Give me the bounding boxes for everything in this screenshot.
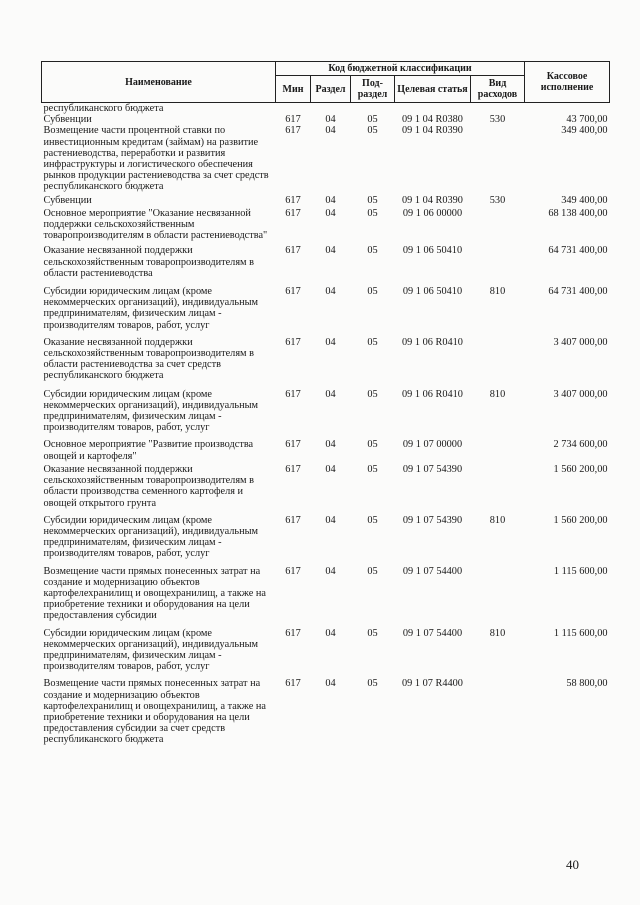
cell-amount: 64 731 400,00 — [548, 286, 608, 298]
table-row — [42, 125, 610, 194]
cell-subsection: 05 — [367, 286, 378, 298]
cell-amount: 2 734 600,00 — [553, 439, 608, 451]
cell-target: 09 1 04 R0390 — [402, 125, 463, 137]
cell-subsection: 05 — [367, 245, 378, 257]
cell-amount: 1 115 600,00 — [553, 627, 608, 639]
cell-amount — [525, 103, 610, 115]
cell-name: республиканского бюджета — [43, 103, 164, 114]
cell-expense-type: 810 — [489, 286, 506, 298]
header-cash: Кассовое исполнение — [525, 62, 610, 103]
cell-ministry: 617 — [285, 565, 301, 577]
cell-target: 09 1 06 00000 — [402, 207, 463, 219]
cell-target: 09 1 07 54400 — [402, 565, 463, 577]
cell-ministry: 617 — [285, 678, 301, 690]
cell-expense-type — [471, 678, 525, 745]
budget-execution-table — [41, 61, 610, 746]
cell-section: 04 — [325, 245, 336, 257]
cell-amount: 3 407 000,00 — [553, 388, 608, 400]
cell-ministry: 617 — [285, 245, 301, 257]
cell-subsection: 05 — [367, 194, 378, 206]
cell-amount: 3 407 000,00 — [553, 336, 608, 348]
cell-section — [311, 103, 351, 115]
cell-ministry: 617 — [285, 463, 301, 475]
cell-ministry: 617 — [285, 194, 301, 206]
cell-ministry: 617 — [285, 388, 301, 400]
cell-expense-type — [471, 566, 525, 628]
cell-expense-type — [471, 245, 525, 286]
table-row — [42, 515, 610, 566]
table-row — [42, 628, 610, 679]
cell-name: Возмещение части процентной ставки по инвестиционным кредитам (займам) на развитие растениеводства, переработки и развития инфраструктуры и логистического обеспечения рынков продукции растениеводства за счет средств республиканского бюджета — [43, 125, 269, 193]
cell-section: 04 — [325, 125, 336, 137]
cell-section: 04 — [325, 207, 336, 219]
cell-subsection: 05 — [367, 627, 378, 639]
cell-section: 04 — [325, 336, 336, 348]
cell-name: Оказание несвязанной поддержки сельскохозяйственным товаропроизводителям в области растениеводства за счет средств республиканского бюджета — [43, 336, 255, 382]
cell-amount: 349 400,00 — [561, 125, 608, 137]
cell-amount: 349 400,00 — [561, 194, 608, 206]
cell-ministry: 617 — [285, 627, 301, 639]
cell-amount: 43 700,00 — [566, 114, 608, 126]
cell-ministry: 617 — [285, 336, 301, 348]
cell-ministry: 617 — [285, 514, 301, 526]
cell-subsection: 05 — [367, 388, 378, 400]
cell-target: 09 1 04 R0390 — [402, 194, 463, 206]
cell-section: 04 — [325, 194, 336, 206]
cell-target: 09 1 07 54400 — [402, 627, 463, 639]
cell-target — [395, 103, 471, 115]
cell-name: Субсидии юридическим лицам (кроме некоммерческих организаций), индивидуальным предпринимателям, физическим лицам - производителям товаров, работ, услуг — [43, 286, 259, 331]
cell-expense-type — [471, 439, 525, 463]
cell-name: Основное мероприятие "Развитие производства овощей и картофеля" — [43, 439, 254, 462]
cell-subsection: 05 — [367, 678, 378, 690]
cell-subsection: 05 — [367, 336, 378, 348]
header-ministry: Мин — [276, 76, 311, 103]
cell-target: 09 1 07 R4400 — [402, 678, 463, 690]
cell-section: 04 — [325, 388, 336, 400]
table-row — [42, 566, 610, 628]
cell-section: 04 — [325, 627, 336, 639]
header-subsection: Под-раздел — [351, 76, 395, 103]
cell-name: Оказание несвязанной поддержки сельскохозяйственным товаропроизводителям в области растениеводства — [43, 245, 255, 279]
cell-subsection: 05 — [367, 125, 378, 137]
header-name: Наименование — [42, 62, 276, 103]
cell-amount: 68 138 400,00 — [548, 207, 608, 219]
table-row — [42, 286, 610, 337]
cell-target: 09 1 06 50410 — [402, 245, 463, 257]
cell-name: Субсидии юридическим лицам (кроме некоммерческих организаций), индивидуальным предпринимателям, физическим лицам - производителям товаров, работ, услуг — [43, 514, 259, 560]
table-row — [42, 389, 610, 440]
cell-name: Субвенции — [43, 194, 92, 206]
cell-subsection: 05 — [367, 207, 378, 219]
cell-ministry: 617 — [285, 439, 301, 451]
table-row — [42, 195, 610, 208]
cell-subsection: 05 — [367, 565, 378, 577]
cell-name: Субвенции — [43, 114, 92, 126]
table-row — [42, 245, 610, 286]
cell-amount: 1 560 200,00 — [553, 514, 608, 526]
table-row — [42, 439, 610, 463]
cell-expense-type — [471, 208, 525, 246]
cell-ministry: 617 — [285, 207, 301, 219]
cell-subsection: 05 — [367, 439, 378, 451]
cell-amount: 1 560 200,00 — [553, 463, 608, 475]
cell-amount: 64 731 400,00 — [548, 245, 608, 257]
cell-name: Субсидии юридическим лицам (кроме некоммерческих организаций), индивидуальным предпринимателям, физическим лицам - производителям товаров, работ, услуг — [43, 627, 259, 673]
cell-subsection: 05 — [367, 514, 378, 526]
header-code-group: Код бюджетной классификации — [276, 62, 525, 76]
cell-ministry: 617 — [285, 286, 301, 298]
cell-ministry: 617 — [285, 125, 301, 137]
cell-amount: 1 115 600,00 — [553, 565, 608, 577]
table-row — [42, 103, 610, 115]
header-expense-type: Вид расходов — [471, 76, 525, 103]
cell-expense-type — [471, 464, 525, 515]
table-row — [42, 678, 610, 745]
table-row — [42, 464, 610, 515]
cell-target: 09 1 06 R0410 — [402, 336, 463, 348]
cell-name: Оказание несвязанной поддержки сельскохозяйственным товаропроизводителям в области производства семенного картофеля и овощей открытого грунта — [43, 463, 255, 509]
cell-subsection: 05 — [367, 463, 378, 475]
cell-name: Возмещение части прямых понесенных затрат на создание и модернизацию объектов картофелехранилищ и овощехранилищ, а также на приобретение техники и оборудования на цели предоставления субсидии за счет средств республиканского бюджета — [43, 678, 266, 746]
cell-expense-type: 810 — [489, 627, 506, 639]
header-section: Раздел — [311, 76, 351, 103]
cell-name: Возмещение части прямых понесенных затрат на создание и модернизацию объектов картофелехранилищ и овощехранилищ, а также на приобретение техники и оборудования на цели предоставления субсидии — [43, 565, 266, 622]
cell-target: 09 1 07 00000 — [402, 439, 463, 451]
page-number: 40 — [566, 857, 579, 872]
cell-name: Основное мероприятие "Оказание несвязанной поддержки сельскохозяйственным товаропроизводителям в области растениеводства" — [43, 207, 268, 242]
cell-target: 09 1 04 R0380 — [402, 114, 463, 126]
cell-expense-type: 810 — [489, 388, 506, 400]
table-row — [42, 114, 610, 125]
cell-section: 04 — [325, 286, 336, 298]
cell-expense-type — [471, 337, 525, 389]
cell-expense-type: 530 — [489, 194, 506, 206]
cell-target: 09 1 06 50410 — [402, 286, 463, 298]
cell-section: 04 — [325, 463, 336, 475]
cell-expense-type — [471, 125, 525, 194]
cell-expense-type: 530 — [489, 114, 506, 126]
cell-expense-type: 810 — [489, 514, 506, 526]
cell-section: 04 — [325, 439, 336, 451]
cell-section: 04 — [325, 114, 336, 126]
cell-ministry — [276, 103, 311, 115]
cell-name: Субсидии юридическим лицам (кроме некоммерческих организаций), индивидуальным предпринимателям, физическим лицам - производителям товаров, работ, услуг — [43, 388, 259, 434]
table-row — [42, 337, 610, 389]
table-header — [42, 62, 610, 103]
cell-subsection: 05 — [367, 114, 378, 126]
cell-subsection — [351, 103, 395, 115]
cell-section: 04 — [325, 565, 336, 577]
cell-section: 04 — [325, 678, 336, 690]
cell-target: 09 1 07 54390 — [402, 463, 463, 475]
cell-target: 09 1 07 54390 — [402, 514, 463, 526]
table-body — [42, 103, 610, 746]
cell-expense-type — [471, 103, 525, 115]
cell-ministry: 617 — [285, 114, 301, 126]
cell-target: 09 1 06 R0410 — [402, 388, 463, 400]
header-target: Целевая статья — [395, 76, 471, 103]
cell-section: 04 — [325, 514, 336, 526]
table-row — [42, 208, 610, 246]
cell-amount: 58 800,00 — [566, 678, 608, 690]
